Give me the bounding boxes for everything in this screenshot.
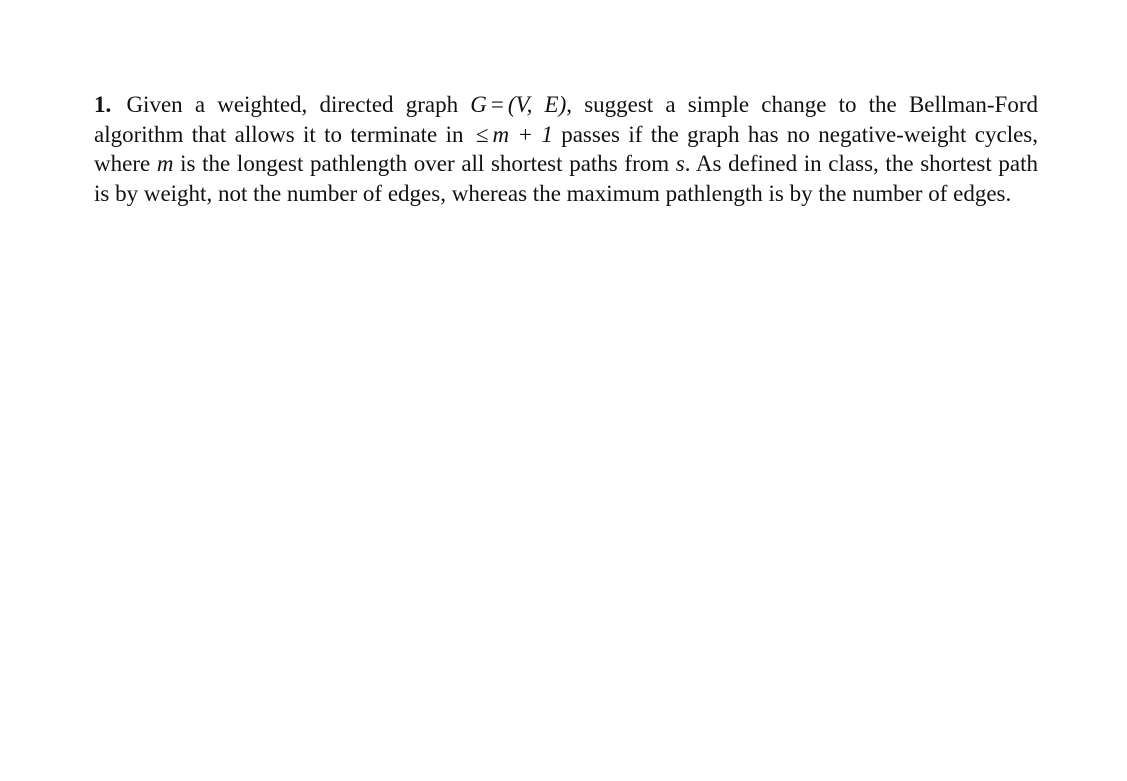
- math-m: m: [156, 151, 174, 176]
- math-graph-symbol: G: [470, 92, 487, 117]
- math-pass-bound: m + 1: [492, 121, 553, 147]
- problem-number: 1.: [94, 92, 112, 117]
- problem-text-part-5: . As defined in class, the shortest path is by weight, not the number of edges, whereas the maximum pathlength is by the number of edges.: [94, 151, 1039, 206]
- math-equals: =: [490, 92, 504, 117]
- math-source-vertex: s: [675, 151, 685, 176]
- problem-text-part-3: passes if the graph has no negative-weight cycles, where: [94, 121, 1039, 176]
- problem-text-part-1: Given a weighted, directed graph: [126, 92, 459, 117]
- problem-text-part-2: , suggest a simple change to the Bellman-Ford algorithm that allows it to terminate in: [94, 92, 1038, 147]
- problem-text-part-4: is the longest pathlength over all shortest paths from: [180, 151, 670, 176]
- problem-statement: [94, 90, 1038, 208]
- math-vertex-edge-set: (V, E): [507, 92, 567, 117]
- math-less-equal: ≤: [475, 121, 489, 147]
